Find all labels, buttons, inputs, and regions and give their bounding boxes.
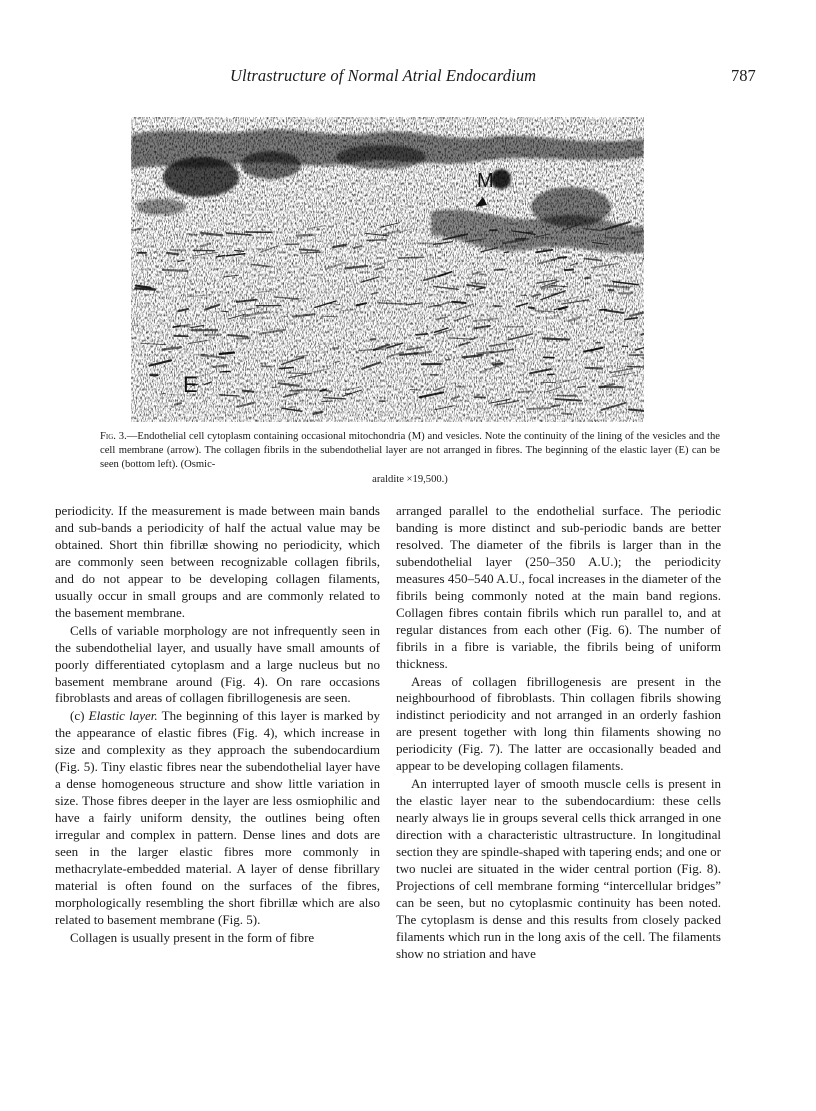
- fibril: [535, 311, 552, 312]
- label-e: E: [183, 372, 198, 397]
- fibril: [367, 240, 386, 241]
- fibril: [272, 387, 278, 388]
- paragraph: Collagen is usually present in the form of fibre: [70, 929, 315, 945]
- fibril: [416, 334, 427, 335]
- page-header: [0, 66, 816, 90]
- fibril: [464, 294, 469, 295]
- fibril: [243, 391, 253, 392]
- fibril: [188, 234, 197, 235]
- fibril: [322, 401, 332, 402]
- fibril: [163, 270, 187, 271]
- section-heading: Elastic layer.: [88, 708, 158, 724]
- fibril: [528, 408, 551, 409]
- fibril: [300, 250, 319, 251]
- paragraph: Cells of variable morphology are not infrequently seen in the subendothelial layer, and usually have small amounts of poorly differentiated cytoplasm and a large nucleus but no basement membrane around (Fig. 4). On rare occasions fibroblasts and areas of collagen fibrillogenesis are seen.: [55, 622, 380, 706]
- fibril: [398, 257, 424, 258]
- paragraph: Areas of collagen fibrillogenesis are present in the neighbourhood of fibroblasts. Thin collagen fibrils showing indistinct periodicity and not arranged in an orderly fashion are present together with long thin filaments showing no periodicity (Fig. 7). The latter are occasionally beaded and appear to be developing collagen filaments.: [396, 673, 721, 774]
- fibril: [220, 353, 234, 355]
- caption-last-line: araldite ×19,500.): [372, 473, 448, 485]
- right-column: [396, 503, 721, 963]
- fibril: [552, 405, 560, 406]
- fibril: [585, 278, 590, 279]
- page-number: 787: [731, 66, 756, 85]
- fibril: [418, 243, 442, 244]
- figure-caption: [100, 430, 720, 487]
- fibril: [614, 256, 618, 257]
- fibril: [543, 338, 569, 339]
- fibril: [280, 368, 294, 369]
- fibril: [529, 307, 534, 308]
- paragraph: arranged parallel to the endothelial surface. The periodic banding is more distinct and sub-periodic bands are better resolved. The diameter of the fibrils is larger than in the subendothelial layer (250–350 A.U.); the periodicity measures 450–540 A.U., focal increases in the diameter of the fibrils being commonly noted at the main band regions. Collagen fibres contain fibrils which run parallel to, and at regular distances from each other (Fig. 6). The number of fibrils in a fibre is variable, the fibrils being of uniform thickness.: [396, 503, 721, 671]
- fibril: [494, 306, 502, 307]
- fibril: [184, 326, 189, 327]
- section-marker: (c): [70, 708, 89, 724]
- fibril: [175, 403, 181, 404]
- fibril: [288, 373, 306, 374]
- caption-lead: Fig. 3.: [100, 431, 127, 442]
- label-m: M: [477, 170, 494, 192]
- fibril: [327, 391, 332, 392]
- fibril: [600, 310, 607, 311]
- fibril: [565, 270, 573, 271]
- micrograph-image: [131, 117, 644, 422]
- fibril: [201, 354, 207, 355]
- fibril: [220, 371, 230, 372]
- fibril: [558, 257, 566, 258]
- fibril: [452, 302, 465, 303]
- fibril: [289, 407, 296, 408]
- fibril: [167, 253, 178, 255]
- fibril: [172, 250, 185, 251]
- fibril: [297, 235, 313, 236]
- fibril: [320, 390, 325, 391]
- fibril: [586, 368, 602, 369]
- fibril: [410, 390, 420, 391]
- figure-3-micrograph: [131, 117, 644, 422]
- fibril: [628, 367, 644, 368]
- fibril: [136, 288, 156, 289]
- paragraph-text: The beginning of this layer is marked by the appearance of elastic fibres (Fig. 4), which increase in size and complexity as they approach the subendocardium (Fig. 5). Tiny elastic fibres near the subendothelial layer have a dense homogeneous structure and show little variation in size. Those fibres deeper in the layer are less osmiophilic and have a fairly uniform density, the outlines being often irregular and complex in pattern. Dense lines and dots are seen in the larger elastic fibres more commonly in methacrylate-embedded material. A layer of dense fibrillary material is often found on the surfaces of the fibres, morphologically resembling the short fibrillæ which are also related to basement membrane (Fig. 5).: [55, 708, 380, 927]
- fibril: [261, 366, 272, 367]
- paragraph: periodicity. If the measurement is made between main bands and sub-bands a periodicity of half the actual value may be obtained. Short thin fibrillæ showing no periodicity, which are commonly seen between recognizable collagen fibrils, and do not appear to be developing collagen filaments, usually occur in small groups and are commonly related to the basement membrane.: [55, 503, 380, 620]
- fibril: [281, 316, 288, 317]
- fibril: [548, 374, 554, 375]
- left-column: [55, 503, 380, 947]
- paragraph: An interrupted layer of smooth muscle cells is present in the elastic layer near to the subendocardium: these cells nearly always lie in groups several cells thick arranged in one direction with a characteristic ultrastructure. In longitudinal section they are spindle-shaped with tapering ends; and one or two nuclei are situated in the wider central portion (Fig. 8). Projections of cell membrane forming “intercellular bridges” can be seen, but no cytoplasmic continuity has been noted. The cytoplasm is dense and this results from closely packed filaments which run in the long axis of the cell. The filaments show no striation and have: [396, 776, 721, 961]
- fibril: [578, 387, 584, 388]
- paragraph-elastic-layer: [55, 708, 380, 928]
- running-title: Ultrastructure of Normal Atrial Endocardium: [230, 66, 537, 85]
- caption-text: —Endothelial cell cytoplasm containing occasional mitochondria (M) and vesicles. Note the continuity of the lining of the vesicles and the cell membrane (arrow). The collagen fibrils in the subendothelial layer are not arranged in fibres. The beginning of the elastic layer (E) can be seen (bottom left). (Osmic-: [100, 431, 720, 471]
- fibril: [562, 414, 571, 415]
